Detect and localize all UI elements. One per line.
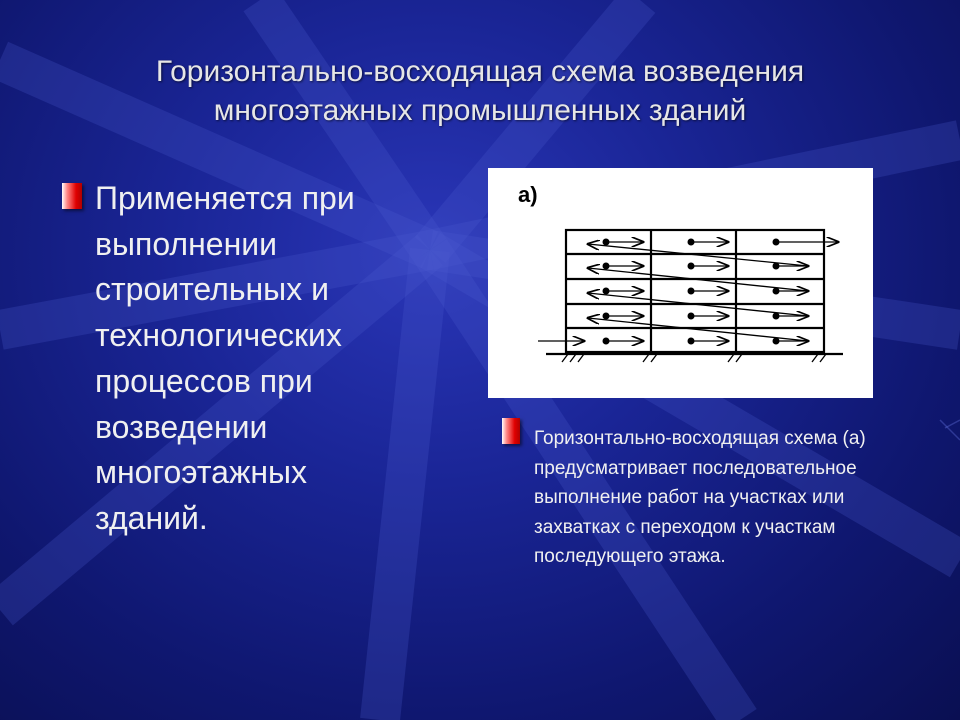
caption-text: Горизонтально-восходящая схема (а) предусматривает последовательное выполнение работ на участках или захватках с переходом к участкам последующего этажа. — [534, 428, 866, 567]
caption-bullet-marker — [502, 418, 520, 444]
title-line-2: многоэтажных промышленных зданий — [213, 94, 747, 127]
figure-label: а) — [518, 182, 538, 207]
main-bullet-text: Применяется при выполнении строительных и технологических процессов при возведении многоэтажных зданий. — [95, 180, 355, 536]
building-scheme — [488, 168, 873, 398]
main-bullet-marker — [62, 183, 82, 209]
slide-title — [40, 52, 920, 130]
title-line-1: Горизонтально-восходящая схема возведения — [155, 55, 805, 88]
construction-diagram — [488, 168, 873, 398]
